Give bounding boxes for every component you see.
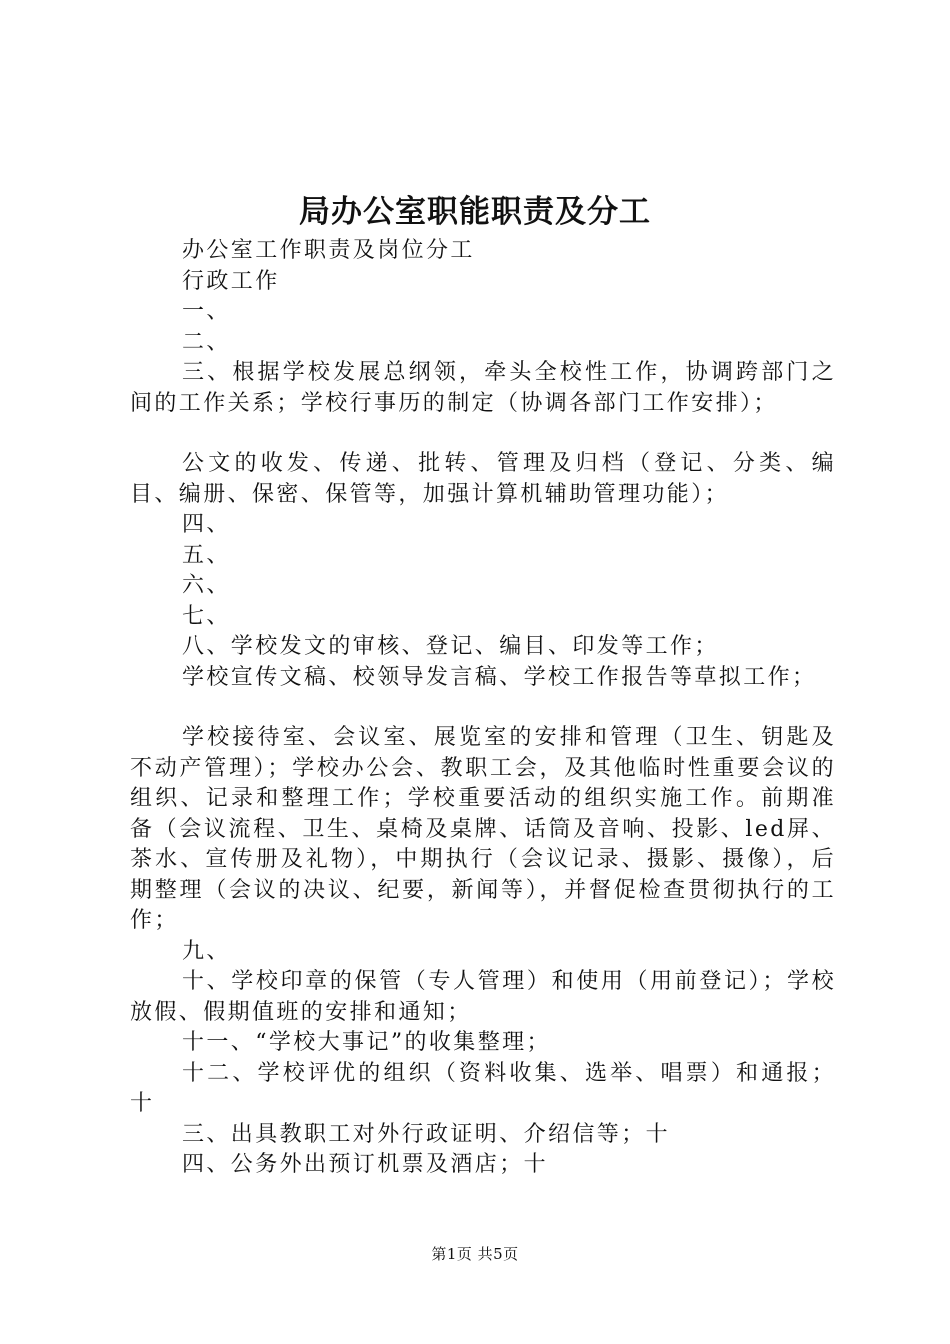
- paragraph: 行政工作: [182, 268, 280, 294]
- document-body: [130, 236, 836, 1181]
- paragraph-gap: [130, 419, 836, 449]
- paragraph: 四、: [182, 512, 231, 537]
- document-title: 局办公室职能职责及分工: [299, 194, 651, 230]
- paragraph: 八、学校发文的审核、登记、编目、印发等工作；: [182, 634, 719, 659]
- paragraph: 一、: [182, 299, 231, 324]
- paragraph: 学校宣传文稿、校领导发言稿、学校工作报告等草拟工作；: [182, 664, 817, 690]
- paragraph: 四、公务外出预订机票及酒店；十: [182, 1152, 549, 1177]
- paragraph: 三、根据学校发展总纲领，牵头全校性工作，协调跨部门之间的工作关系；学校行事历的制定（协调各部门工作安排）；: [130, 360, 836, 416]
- paragraph: 九、: [182, 938, 231, 964]
- paragraph: 公文的收发、传递、批转、管理及归档（登记、分类、编目、编册、保密、保管等，加强计算机辅助管理功能）；: [130, 451, 836, 507]
- paragraph: 学校接待室、会议室、展览室的安排和管理（卫生、钥匙及不动产管理）；学校办公会、教职工会，及其他临时性重要会议的组织、记录和整理工作；学校重要活动的组织实施工作。前期准备（会议流程、卫生、桌椅及桌牌、话筒及音响、投影、led屏、茶水、宣传册及礼物），中期执行（会议记录、摄影、摄像），后期整理（会议的决议、纪要，新闻等），并督促检查贯彻执行的工作；: [130, 725, 836, 933]
- paragraph-gap: [130, 693, 836, 723]
- page-number-footer: 第1页 共5页: [431, 1245, 519, 1263]
- paragraph: 十二、学校评优的组织（资料收集、选举、唱票）和通报；十: [130, 1060, 836, 1116]
- paragraph: 七、: [182, 603, 231, 629]
- paragraph: 二、: [182, 329, 231, 355]
- paragraph: 办公室工作职责及岗位分工: [182, 238, 475, 263]
- paragraph: 五、: [182, 542, 231, 568]
- paragraph: 三、出具教职工对外行政证明、介绍信等；十: [182, 1121, 671, 1147]
- paragraph: 六、: [182, 573, 231, 598]
- paragraph: 十、学校印章的保管（专人管理）和使用（用前登记）；学校放假、假期值班的安排和通知；: [130, 969, 836, 1025]
- paragraph: 十一、“学校大事记”的收集整理；: [182, 1030, 551, 1055]
